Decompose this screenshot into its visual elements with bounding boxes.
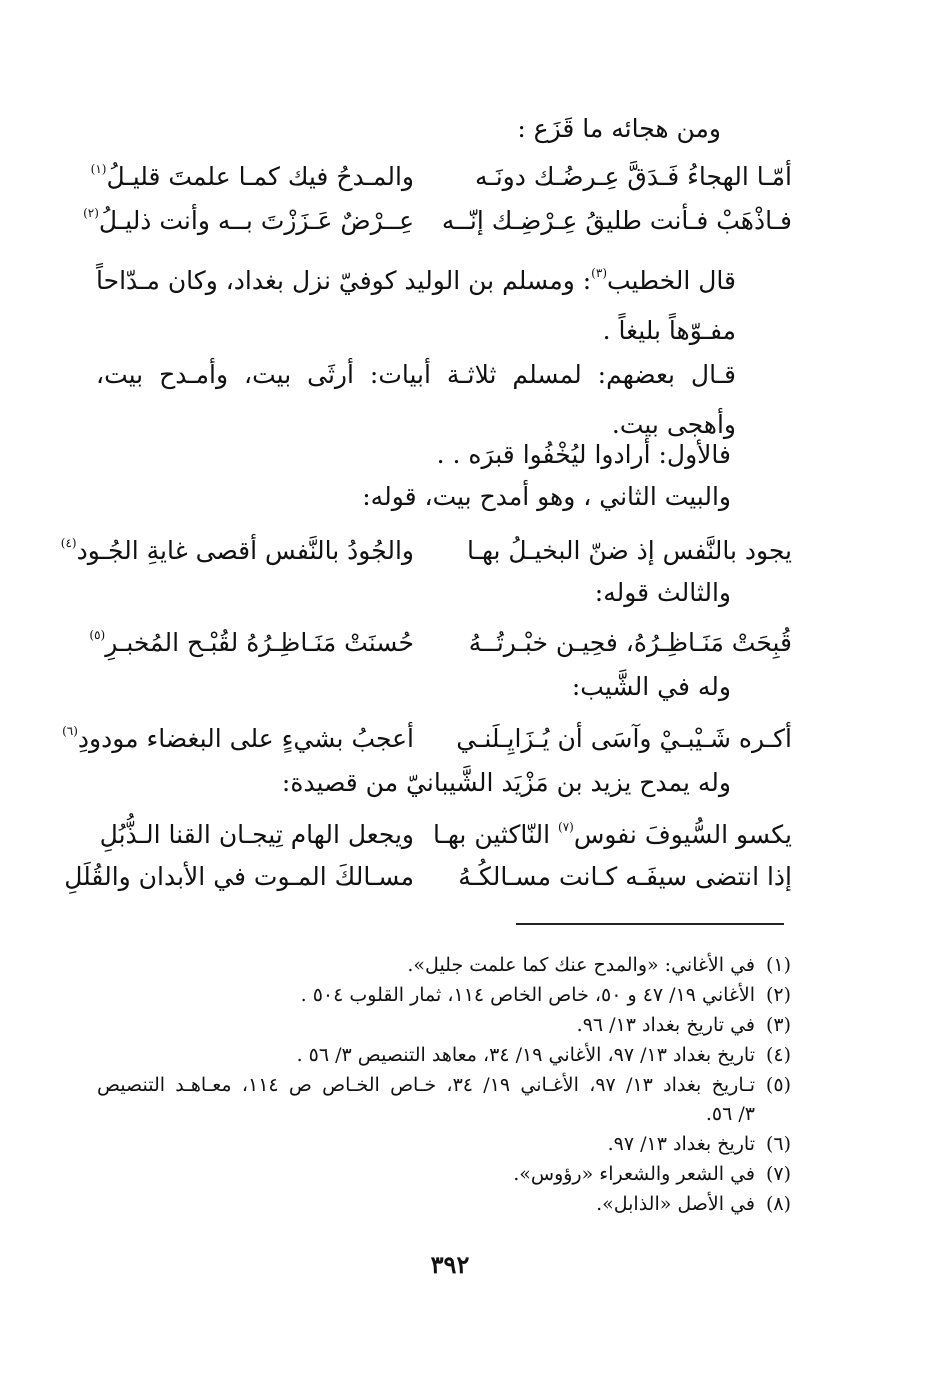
footnote-marker: (١) [90, 162, 107, 176]
hemistich-text: والجُودُ بالنَّفس أقصى غايةِ الجُـود [76, 536, 414, 565]
footnote [608, 1131, 791, 1157]
verse-line [62, 722, 792, 756]
paragraph-khatib [96, 256, 736, 356]
verse-hemistich-second: ويجعل الهام تِيجـان القنا الـذُّبُلِ [99, 820, 414, 849]
verse-hemistich-second [89, 626, 414, 660]
footnote [596, 1191, 791, 1217]
footnote-continuation [706, 1101, 755, 1127]
verse-hemistich-second [62, 722, 414, 756]
footnote-separator [516, 923, 784, 925]
footnote-number: (٢) [765, 984, 791, 1006]
footnote-marker: (٥) [89, 628, 106, 642]
verse-hemistich-second [91, 160, 414, 194]
footnote [407, 952, 791, 978]
verse-hemistich-first: فـاذْهَبْ فـأنت طليقُ عِـرْضِـك إنّــه [441, 206, 792, 235]
footnote-marker: (٣) [591, 266, 607, 280]
footnote-number: (٣) [765, 1014, 791, 1036]
footnote-marker: (٦) [62, 724, 78, 738]
paragraph-text: قال الخطيب [607, 266, 736, 295]
footnote-text: تاريخ بغداد ١٣/ ٩٧. [607, 1133, 755, 1155]
hemistich-text: إذا انتضى سيفَـه كـانت مسـالكُـهُ [458, 862, 792, 891]
verse-line [96, 818, 792, 852]
text-line: وله يمدح يزيد بن مَزْيَد الشَّيبانيّ من قصيدة: [281, 768, 731, 797]
footnote-text: في الشعر والشعراء «رؤوس». [513, 1163, 755, 1185]
page-number: ٣٩٢ [430, 1250, 470, 1279]
footnote-number: (٦) [765, 1133, 791, 1155]
hemistich-text: أعجبُ بشيءٍ على البغضاء مودودِ [77, 724, 414, 753]
text-line: وله في الشَّيب: [571, 672, 731, 701]
footnote-number: (١) [765, 954, 791, 976]
footnote [301, 982, 791, 1008]
footnote-number: (٤) [765, 1044, 791, 1066]
verse-line [90, 160, 792, 194]
verse-hemistich-first: قُبِحَتْ مَنَـاظِـرُهُ، فحِيـن خبْـرتُــهُ [468, 628, 792, 657]
verse-line [64, 860, 792, 894]
verse-hemistich-first [433, 818, 792, 852]
footnote-text: الأغاني ١٩/ ٤٧ و ٥٠، خاص الخاص ١١٤، ثمار القلوب ٥٠٤ . [300, 984, 755, 1006]
footnote-marker: (٢) [83, 206, 99, 220]
footnote-number: (٨) [765, 1193, 791, 1215]
verse-hemistich-second: مسـالكَ المـوت في الأبدان والقُلَلِ [64, 862, 414, 891]
verse-hemistich-second [61, 534, 414, 568]
verse-line [83, 204, 792, 238]
footnote [297, 1042, 791, 1068]
verse-hemistich-first: يجود بالنَّفس إذ ضنّ البخيـلُ بهـا [467, 536, 792, 565]
footnote-text: ٣/ ٥٦. [705, 1103, 755, 1125]
verse-hemistich-first [458, 860, 792, 894]
hemistich-text: عِــرْضٌ عَـزَزْتَ بــه وأنت ذليـلُ [98, 206, 414, 235]
hemistich-text: حُسنَتْ مَنَـاظِـرُهُ لقُبْـح المُخبـرِ [105, 628, 414, 657]
verse-line [60, 534, 792, 568]
verse-hemistich-second [83, 204, 414, 238]
footnote-text: في الأصل «الذابل». [596, 1193, 755, 1215]
footnote-number: (٥) [765, 1074, 791, 1096]
footnote-number: (٧) [765, 1163, 791, 1185]
paragraph-three-verses: قـال بعضهم: لمسلم ثلاثـة أبيات: أرثَى بيت، وأمـدح بيت، وأهجى بيت. [96, 360, 736, 439]
footnote-marker: (٤) [60, 536, 77, 550]
footnote-text: تـاريخ بغداد ١٣/ ٩٧، الأغـاني ١٩/ ٣٤، خـاص الخـاص ص ١١٤، معـاهـد التنصيص [97, 1074, 755, 1096]
text-line: فالأول: أرادوا ليُخْفُوا قبرَه . . [436, 440, 731, 469]
footnote [513, 1161, 791, 1187]
footnote-marker: (٧) [558, 820, 574, 834]
paragraph-text: : ومسلم بن الوليد كوفيّ نزل بغداد، وكان مـدّاحاً مفـوّهاً بليغاً . [96, 266, 736, 345]
hemistich-text: والمـدحُ فيك كمـا علمتَ قليـلُ [106, 162, 414, 191]
verse-hemistich-first: أكـره شَـيْبـيْ وآسَى أن يُـزَايِـلَنـي [456, 724, 792, 753]
text-line: والبيت الثاني ، وهو أمدح بيت، قوله: [362, 482, 731, 511]
hemistich-text: يكسو السُّيوفَ نفوس [573, 820, 792, 849]
intro-line: ومن هجائه ما قَزَع : [517, 114, 721, 143]
text-line: والثالث قوله: [594, 578, 731, 607]
footnote-text: في تاريخ بغداد ١٣/ ٩٦. [576, 1014, 755, 1036]
hemistich-text: النّاكثين بهـا [432, 820, 559, 849]
verse-hemistich-first: أمّـا الهجاءُ فَـدَقَّ عِـرضُـك دونَـه [474, 162, 792, 191]
footnote-text: في الأغاني: «والمدح عنك كما علمت جليل». [407, 954, 755, 976]
verse-line [89, 626, 792, 660]
footnote [97, 1072, 791, 1098]
footnote-text: تاريخ بغداد ١٣/ ٩٧، الأغاني ١٩/ ٣٤، معاهد التنصيص ٣/ ٥٦ . [296, 1044, 755, 1066]
footnote [577, 1012, 791, 1038]
